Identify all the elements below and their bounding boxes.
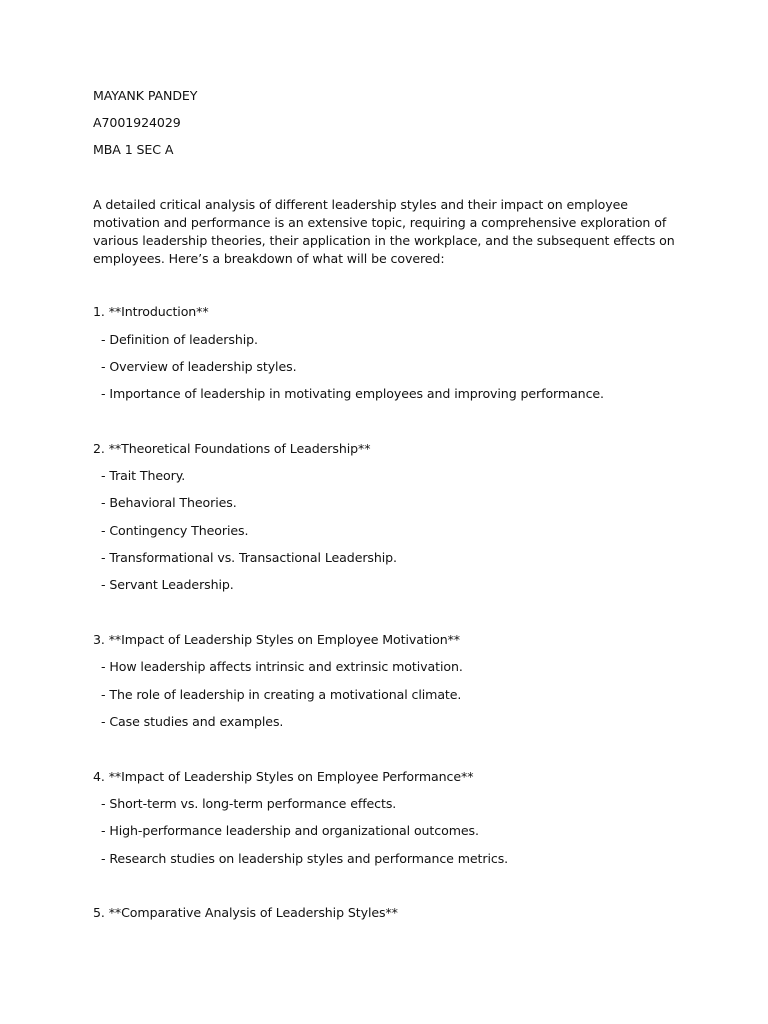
list-item: - Case studies and examples. [101,714,284,729]
section-heading: 1. **Introduction** [93,304,209,319]
list-item: - Short-term vs. long-term performance effects. [101,796,397,811]
list-item: - The role of leadership in creating a motivational climate. [101,687,462,702]
section-heading: 2. **Theoretical Foundations of Leadership** [93,441,371,456]
list-item: - How leadership affects intrinsic and extrinsic motivation. [101,659,463,674]
class-section: MBA 1 SEC A [93,142,174,157]
list-item: - Definition of leadership. [101,332,258,347]
list-item: - Contingency Theories. [101,523,249,538]
intro-paragraph: A detailed critical analysis of different leadership styles and their impact on employee motivation and performance is an extensive topic, requiring a comprehensive exploration of various leadership theories, their application in the workplace, and the subsequent effects on employees. Here’s a breakdown of what will be covered: [93,197,675,266]
author-name: MAYANK PANDEY [93,88,198,103]
list-item: - Behavioral Theories. [101,495,237,510]
list-item: - Research studies on leadership styles and performance metrics. [101,851,509,866]
list-item: - Importance of leadership in motivating employees and improving performance. [101,386,604,401]
list-item: - Transformational vs. Transactional Leadership. [101,550,397,565]
list-item: - High-performance leadership and organizational outcomes. [101,823,479,838]
list-item: - Overview of leadership styles. [101,359,297,374]
section-heading: 4. **Impact of Leadership Styles on Employee Performance** [93,769,474,784]
list-item: - Trait Theory. [101,468,186,483]
list-item: - Servant Leadership. [101,577,234,592]
section-heading: 5. **Comparative Analysis of Leadership Styles** [93,905,398,920]
section-heading: 3. **Impact of Leadership Styles on Employee Motivation** [93,632,460,647]
student-id: A7001924029 [93,115,181,130]
